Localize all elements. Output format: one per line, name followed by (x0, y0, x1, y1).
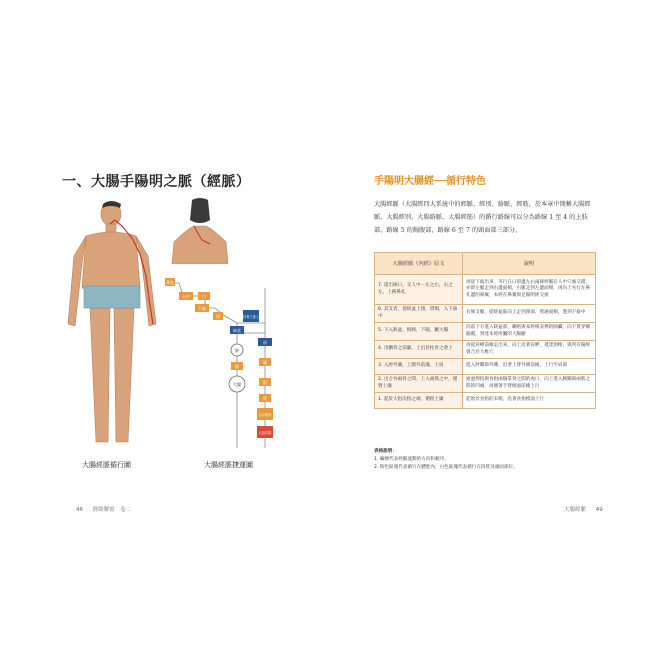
body-meridian-illustration (66, 196, 164, 448)
table-cell-desc: 向前下方進入缺盆部，聯絡與本經相表裡的肺臟，向下貫穿橫膈膜，到達本經所屬的大腸腑 (463, 323, 596, 341)
book-title: 經絡解密 卷二 (92, 507, 132, 513)
flow-node-lung: 肺 (235, 348, 239, 353)
shoulder-back-illustration (170, 196, 228, 264)
table-row (375, 375, 596, 393)
flow-node-elbow: 肘 (263, 380, 267, 385)
table-cell-text: 7. 還出挾口，交人中－左之右，右之左，上挾鼻孔 (375, 275, 463, 305)
flow-node-lower-teeth: 下齒 (198, 306, 206, 311)
flow-node-philtrum: 人中 (182, 294, 190, 299)
note-item: 2. 粉色區塊代表循行在體腔內，白色區塊代表循行在四肢及頭面部位。 (374, 465, 518, 470)
meridian-flow-diagram (165, 278, 275, 448)
meridian-table (374, 252, 596, 409)
flow-node-forearm: 臂 (263, 396, 267, 401)
table-row (375, 341, 596, 359)
table-cell-text: 6. 其支者，從缺盆上頸，貫頰，入下齒中 (375, 305, 463, 323)
table-cell-text: 3. 入肘外廉，上臑外前廉，上肩 (375, 359, 463, 375)
page-number-left: 46 (76, 507, 83, 513)
flow-node-large-intestine: 大腸 (233, 382, 241, 387)
section-name: 大腸經脈 (564, 507, 587, 513)
table-cell-text: 4. 出髃骨之前廉，上出於柱骨之會上 (375, 341, 463, 359)
page-number-right: 49 (595, 507, 603, 513)
flow-node-neck: 頸 (216, 314, 220, 319)
flow-node-quepen: 缺盆 (233, 328, 241, 333)
table-cell-desc: 有條支脈，從缺盆區向上走到頸部，貫通面頰，進到下齒中 (463, 305, 596, 323)
table-cell-desc: 通過拇指與食指兩個掌骨之間的虎口，向上進入腕關節兩筋之間的凹處，再循著手臂橈面前緣上行 (463, 375, 596, 393)
table-cell-desc: 再從下齒出來，夾行在口唇邊左右兩條經脈在人中穴處交錯，亦即左脈走到右邊面頰，右脈走到左邊面頰，再向上夾行在鼻孔邊的鼻翼，本經在鼻翼與足陽明經交接 (463, 275, 596, 305)
table-cell-desc: 進入肘關節外側，沿著上臂外側前緣，上行至肩部 (463, 359, 596, 375)
table-notes (374, 448, 596, 472)
table-row (375, 323, 596, 341)
page-title-right: 手陽明大腸經──循行特色 (374, 176, 487, 187)
table-row (375, 393, 596, 409)
table-row (375, 275, 596, 305)
table-header-text: 大腸經脈《內經》原文 (375, 253, 463, 275)
caption-flow-diagram: 大腸經脈捷運圖 (204, 461, 253, 469)
flow-node-finger: 大指次指 (258, 431, 272, 435)
caption-body-figure: 大腸經脈循行圖 (82, 461, 131, 469)
table-header-desc: 說明 (463, 253, 596, 275)
footer-left (76, 505, 139, 513)
table-cell-text: 5. 下入缺盆，絡肺，下膈，屬大腸 (375, 323, 463, 341)
table-cell-desc: 再從肩峰前緣走出來，向上沿著肩胛，抵達頸椎，與所有陽經會合於大椎穴 (463, 341, 596, 359)
flow-node-nose: 鼻孔 (166, 280, 174, 285)
note-item: 1. 編號代表經脈流動的方向和順序。 (374, 457, 449, 462)
flow-node-mouth: 口 (202, 294, 206, 299)
page-title-left: 一、大腸手陽明之脈（經脈） (62, 174, 251, 190)
table-cell-desc: 起始於食指的末梢，沿著食指橈面上行 (463, 393, 596, 409)
flow-node-wrist: 合谷兩骨 (258, 413, 272, 417)
footer-right (556, 505, 603, 513)
flow-node-shoulder: 肩 (263, 340, 267, 345)
notes-title: 表格說明： (374, 449, 397, 454)
flow-node-diaphragm: 膈 (235, 364, 239, 369)
table-cell-text: 1. 起於大指次指之端，循指上廉 (375, 393, 463, 409)
flow-node-upper-arm: 臑 (263, 360, 267, 365)
table-row (375, 359, 596, 375)
flow-node-vertebra: 柱骨之會上 (243, 315, 259, 319)
table-row (375, 305, 596, 323)
table-cell-text: 2. 出合谷兩骨之間，上入兩筋之中，循臂上廉 (375, 375, 463, 393)
intro-paragraph: 大腸經脈（大腸經四大系統中的經脈、經別、絡脈、經筋，於本章中簡稱大腸經脈、大腸經別、大腸絡脈、大腸經筋）的循行路線可以分為路線 1 至 4 的上肢部，路線 5 的胸腹部，路線 6 至 7 的頭面部三部分。 (374, 201, 591, 234)
